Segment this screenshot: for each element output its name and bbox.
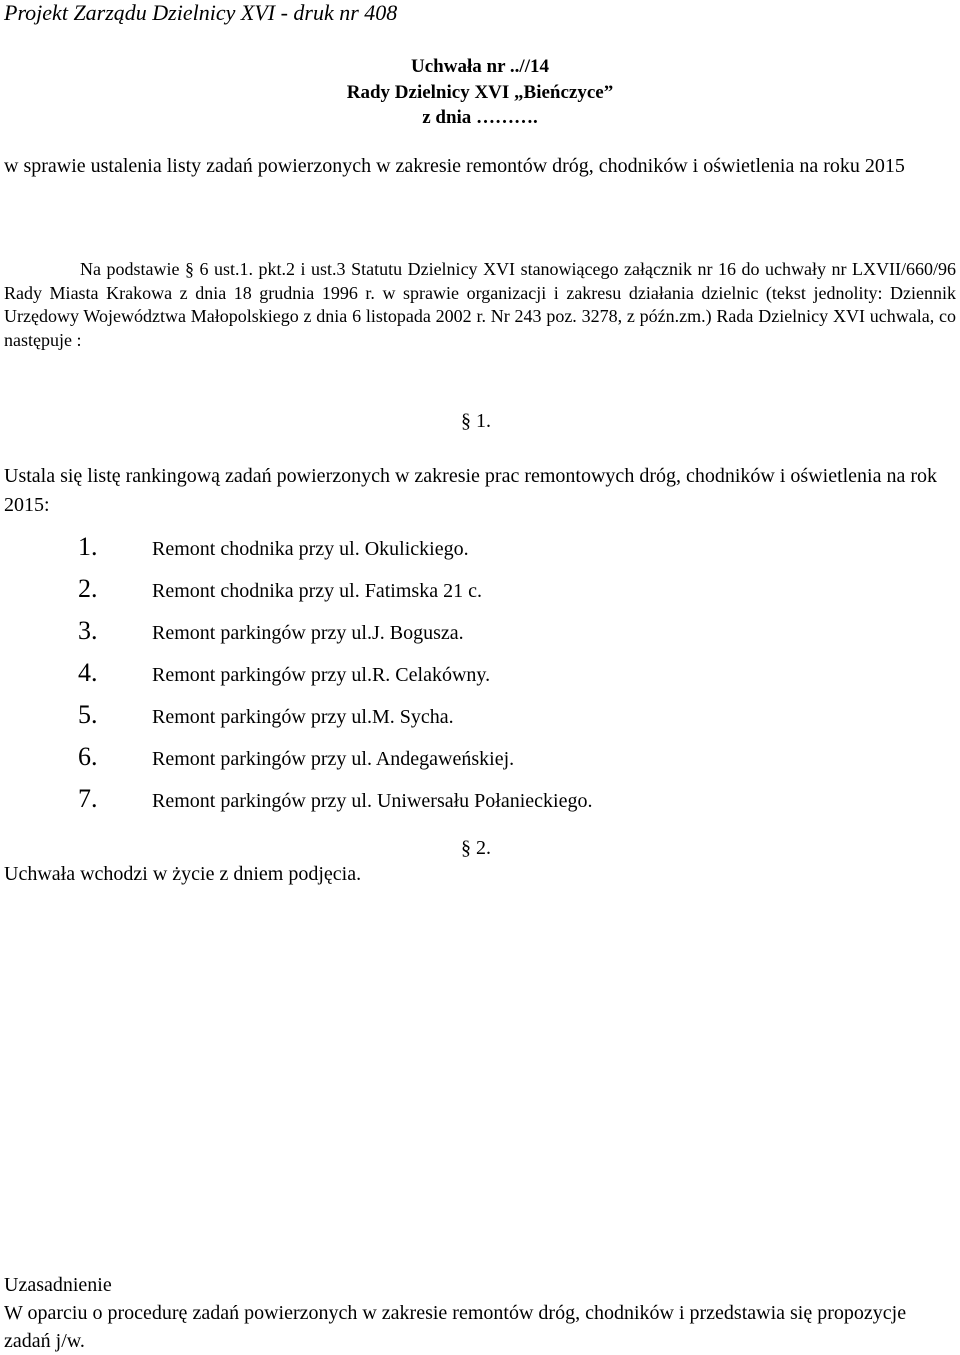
list-item-number: 6. bbox=[78, 742, 98, 771]
list-item-number: 1. bbox=[78, 532, 98, 561]
justification-text: W oparciu o procedurę zadań powierzonych w zakresie remontów dróg, chodników i przedstawia się propozycje zadań j/w. bbox=[4, 1302, 907, 1352]
resolution-date: z dnia ………. bbox=[422, 107, 538, 128]
list-item bbox=[78, 742, 514, 772]
list-item bbox=[78, 532, 469, 562]
list-item-number: 3. bbox=[78, 616, 98, 645]
council-name: Rady Dzielnicy XVI „Bieńczyce” bbox=[346, 82, 614, 103]
list-item-text: Remont parkingów przy ul.R. Celakówny. bbox=[152, 664, 491, 686]
section-1-label: § 1. bbox=[461, 410, 491, 432]
draft-note: Projekt Zarządu Dzielnicy XVI - druk nr 408 bbox=[4, 0, 398, 25]
list-item-number: 7. bbox=[78, 784, 98, 813]
legal-basis-paragraph: Na podstawie § 6 ust.1. pkt.2 i ust.3 Statutu Dzielnicy XVI stanowiącego załącznik nr 16 do uchwały nr LXVII/660/96 Rady Miasta Krakowa z dnia 18 grudnia 1996 r. w sprawie organizacji i zakresu działania dzielnic (tekst jednolity: Dziennik Urzędowy Województwa Małopolskiego z dnia 6 listopada 2002 r. Nr 243 poz. 3278, z późn.zm.) Rada Dzielnicy XVI uchwala, co następuje : bbox=[4, 259, 956, 351]
justification-heading: Uzasadnienie bbox=[4, 1274, 112, 1296]
list-item bbox=[78, 658, 490, 688]
resolution-number: Uchwała nr ..//14 bbox=[411, 56, 549, 77]
list-item-number: 5. bbox=[78, 700, 98, 729]
list-item-text: Remont parkingów przy ul. Uniwersału Połanieckiego. bbox=[152, 790, 593, 812]
list-item-text: Remont chodnika przy ul. Fatimska 21 c. bbox=[152, 580, 482, 602]
list-item bbox=[78, 784, 592, 814]
list-item-text: Remont parkingów przy ul.M. Sycha. bbox=[152, 706, 454, 728]
list-item bbox=[78, 574, 482, 604]
list-item bbox=[78, 616, 464, 646]
section-1-text: Ustala się listę rankingową zadań powierzonych w zakresie prac remontowych dróg, chodników i oświetlenia na rok 2015: bbox=[4, 465, 938, 516]
list-item-number: 2. bbox=[78, 574, 98, 603]
list-item-text: Remont parkingów przy ul. Andegaweńskiej. bbox=[152, 748, 515, 770]
list-item-number: 4. bbox=[78, 658, 98, 687]
list-item-text: Remont chodnika przy ul. Okulickiego. bbox=[152, 538, 469, 560]
section-2-label: § 2. bbox=[461, 837, 491, 859]
list-item-text: Remont parkingów przy ul.J. Bogusza. bbox=[152, 622, 464, 644]
list-item bbox=[78, 700, 454, 730]
section-2-text: Uchwała wchodzi w życie z dniem podjęcia. bbox=[4, 863, 362, 885]
resolution-subject: w sprawie ustalenia listy zadań powierzonych w zakresie remontów dróg, chodników i oświetlenia na roku 2015 bbox=[4, 155, 905, 177]
